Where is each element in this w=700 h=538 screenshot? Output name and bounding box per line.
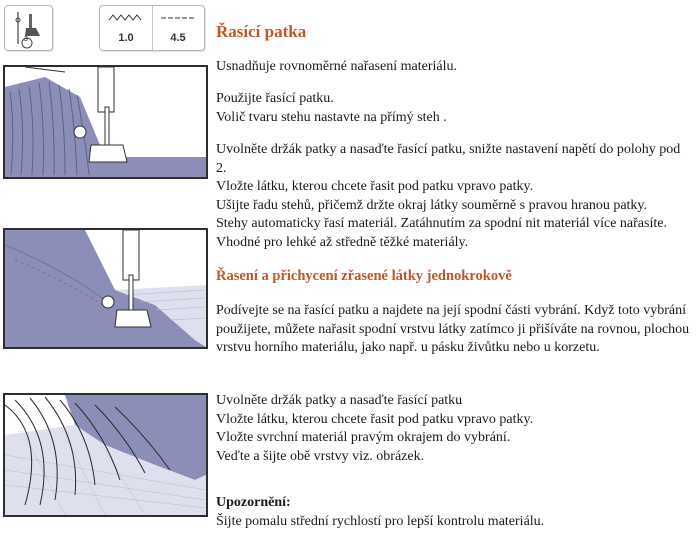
step-line: Vhodné pro lehké až středně těžké materiály.: [216, 234, 469, 250]
steps-block-2: [216, 392, 690, 466]
section-subtitle: Řasení a přichycení zřasené látky jednokrokově: [216, 268, 512, 284]
description-paragraph: Podívejte se na řasící patku a najdete na její spodní části vybrání. Když toto vybrání použijete, můžete nařasit spodní vrstvu látky zatímco ji přišíváte na rovnou, plochou vrstvu horního materiálu, jako např. u pásku živůtku nebo u korzetu.: [216, 303, 690, 356]
step-line: Vložte látku, kterou chcete řasit pod patku vpravo patky.: [216, 179, 534, 195]
zigzag-stitch-icon: [100, 6, 152, 28]
page-title: Řasící patka: [216, 22, 307, 41]
gather-and-attach-illustration: [3, 228, 208, 349]
straight-stitch-icon: [152, 6, 204, 28]
stitch-width-value: 4.5: [170, 32, 186, 44]
gathering-illustration: [3, 65, 208, 179]
presser-foot-icon-box: [4, 5, 53, 51]
note-block: [216, 494, 690, 531]
intro-text: [216, 58, 690, 77]
stitch-width-cell: [152, 6, 204, 50]
note-heading: Upozornění:: [216, 495, 291, 510]
presser-foot-icon: [5, 6, 52, 50]
steps-block-1: [216, 141, 690, 253]
stitch-settings-box: [99, 5, 205, 51]
foot-number: 3: [24, 36, 28, 43]
description-block: [216, 302, 690, 358]
setup-line: Použijte řasící patku.: [216, 91, 334, 106]
gathered-result-illustration: [3, 393, 208, 517]
note-text: Šijte pomalu střední rychlostí pro lepší kontrolu materiálu.: [216, 513, 545, 529]
step-line: Uvolněte držák patky a nasaďte řasící patku: [216, 393, 463, 408]
step-line: Veďte a šijte obě vrstvy viz. obrázek.: [216, 448, 425, 464]
step-line: Vložte látku, kterou chcete řasit pod patku vpravo patky.: [216, 411, 534, 427]
step-line: Vložte svrchní materiál pravým okrajem do vybrání.: [216, 430, 511, 446]
step-line: Uvolněte držák patky a nasaďte řasící patku, snižte nastavení napětí do polohy pod 2.: [216, 142, 681, 176]
stitch-length-value: 1.0: [118, 32, 134, 44]
stitch-length-cell: [100, 6, 153, 50]
setup-line: Volič tvaru stehu nastavte na přímý steh .: [216, 109, 447, 125]
step-line: Stehy automaticky řasí materiál. Zatáhnutím za spodní nit materiál více nařasíte.: [216, 216, 667, 232]
intro-paragraph: Usnadňuje rovnoměrné nařasení materiálu.: [216, 59, 458, 74]
step-line: Ušijte řadu stehů, přičemž držte okraj látky souměrně s pravou hranou patky.: [216, 197, 648, 213]
setup-block: [216, 90, 690, 127]
